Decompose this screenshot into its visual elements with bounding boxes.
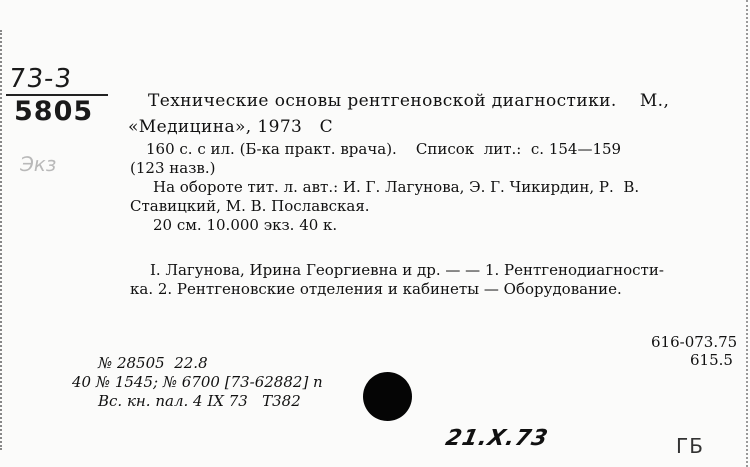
tracing-line-2: ка. 2. Рентгеновские отделения и кабинеты — Оборудование.: [130, 280, 622, 298]
udc-secondary: 615.5: [690, 351, 733, 369]
faint-handwriting: Экз: [17, 152, 59, 176]
record-size-edition: 20 см. 10.000 экз. 40 к.: [153, 216, 338, 234]
tracing-line-1: I. Лагунова, Ирина Георгиевна и др. — — 1. Рентгенодиагности-: [150, 261, 664, 279]
record-bibliography-count: (123 назв.): [130, 159, 216, 177]
udc-code: 616-073.75: [651, 333, 738, 351]
record-note-authors: На обороте тит. л. авт.: И. Г. Лагунова, Э. Г. Чикирдин, Р. В.: [153, 178, 640, 196]
record-publisher: «Медицина», 1973 С: [128, 117, 334, 137]
record-note-authors-cont: Ставицкий, М. В. Пославская.: [130, 197, 370, 215]
record-physical-description: 160 с. с ил. (Б-ка практ. врача). Список лит.: с. 154—159: [146, 140, 622, 158]
punch-hole: [363, 372, 412, 421]
card-right-edge: [744, 0, 748, 467]
card-left-edge: [0, 30, 6, 450]
accession-book-chamber: Вс. кн. пал. 4 IX 73 Т382: [98, 392, 301, 410]
handwritten-initials: ГБ: [676, 434, 704, 458]
shelf-mark-bottom: 5805: [14, 96, 94, 127]
accession-number: № 28505 22.8: [98, 354, 208, 372]
record-title: Технические основы рентгеновской диагностики. М.,: [148, 91, 670, 111]
accession-register: 40 № 1545; № 6700 [73-62882] п: [72, 373, 323, 391]
handwritten-date: 21.X.73: [443, 426, 551, 451]
shelf-mark-top: 73-3: [7, 64, 74, 94]
